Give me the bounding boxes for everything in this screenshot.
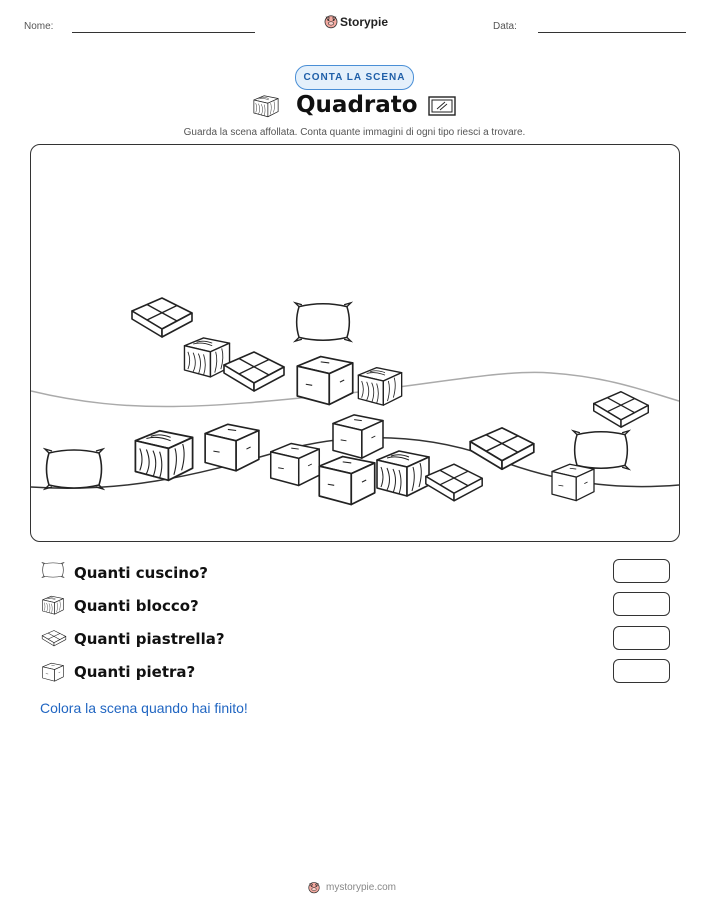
stone-1: [297, 357, 352, 405]
tile-icon: [41, 629, 67, 647]
footer-pig-icon: [307, 880, 321, 894]
answer-box-stone[interactable]: [613, 659, 670, 683]
answer-box-pillow[interactable]: [613, 559, 670, 583]
answer-box-block[interactable]: [613, 592, 670, 616]
question-pillow: Quanti cuscino?: [74, 564, 208, 582]
pillow-3: [45, 449, 103, 489]
stone-3: [333, 415, 383, 458]
stone-4: [271, 443, 320, 485]
wood-block-icon: [41, 594, 65, 616]
name-label: Nome:: [24, 21, 54, 32]
page-title: Quadrato: [296, 92, 418, 118]
pillow-icon: [41, 561, 65, 579]
activity-badge: CONTA LA SCENA: [295, 65, 414, 90]
question-tile: Quanti piastrella?: [74, 630, 225, 648]
pillow-1: [295, 303, 351, 341]
answer-box-tile[interactable]: [613, 626, 670, 650]
block-1: [184, 338, 229, 377]
name-field[interactable]: [72, 32, 255, 33]
tile-4: [470, 428, 534, 469]
stone-2: [205, 424, 259, 471]
block-4: [377, 451, 429, 496]
pillow-2: [573, 431, 629, 469]
question-block: Quanti blocco?: [74, 597, 199, 615]
question-stone: Quanti pietra?: [74, 663, 196, 681]
date-field[interactable]: [538, 32, 686, 33]
logo-text: Storypie: [340, 15, 389, 29]
color-instruction: Colora la scena quando hai finito!: [40, 700, 248, 716]
block-3: [135, 431, 192, 481]
tile-5: [426, 464, 482, 501]
tile-1: [132, 298, 192, 337]
stone-6: [552, 464, 594, 500]
counting-scene: [30, 144, 680, 542]
date-label: Data:: [493, 21, 517, 32]
footer-url: mystorypie.com: [326, 882, 397, 893]
stone-5: [319, 457, 374, 505]
stone-cube-icon: [252, 93, 280, 119]
tile-2: [224, 352, 284, 391]
tile-3: [594, 392, 649, 427]
pig-mascot-icon: [323, 13, 339, 29]
hill-line-back: [31, 372, 679, 406]
tile-square-icon: [427, 95, 457, 117]
instructions: Guarda la scena affollata. Conta quante immagini di ogni tipo riesci a trovare.: [183, 127, 526, 138]
stone-icon: [41, 661, 65, 683]
scene-illustration: [31, 145, 679, 541]
block-2: [358, 368, 401, 406]
